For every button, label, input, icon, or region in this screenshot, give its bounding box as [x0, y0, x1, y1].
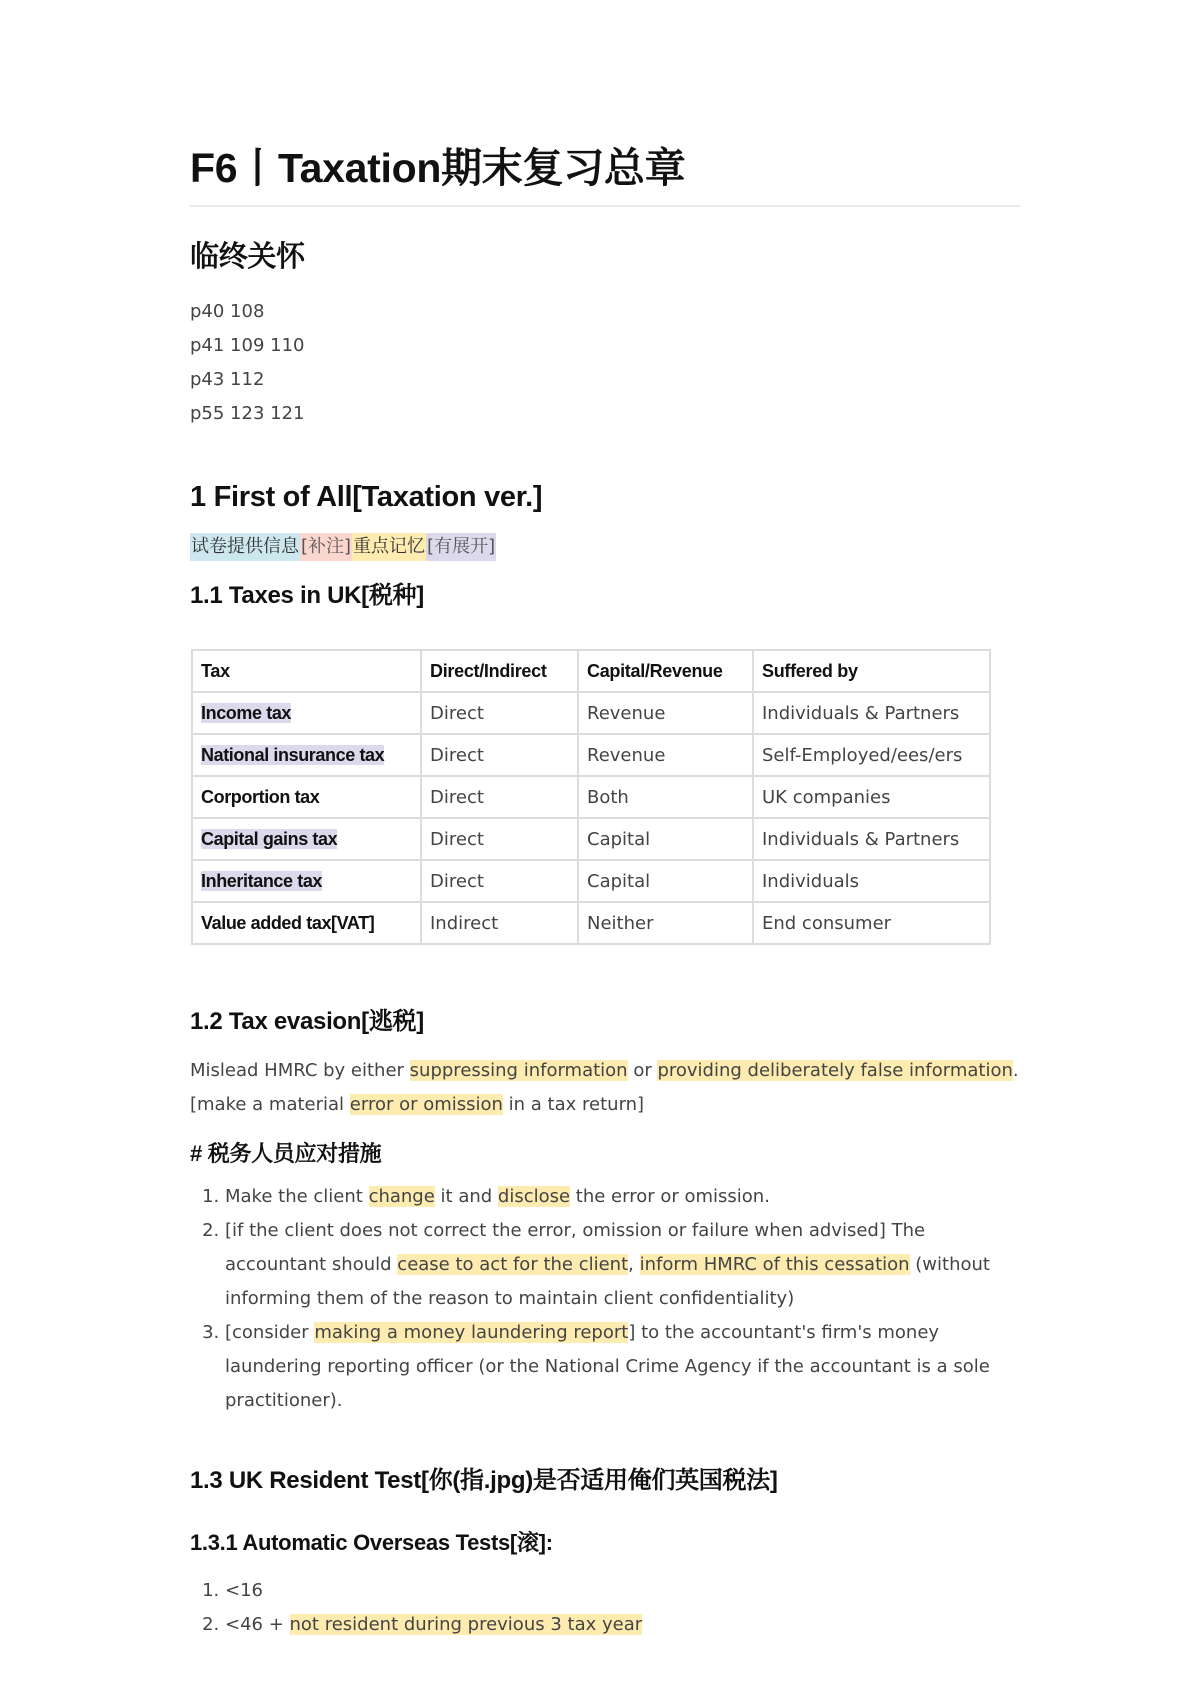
title-divider — [190, 205, 1020, 207]
column-header: Suffered by — [753, 650, 990, 692]
table-cell: Revenue — [578, 692, 753, 734]
list-item: 2. <46 + not resident during previous 3 tax year — [225, 1608, 1020, 1642]
tax-name: Income tax — [201, 702, 292, 723]
key-phrase: making a money laundering report — [314, 1322, 629, 1343]
page-reference: p41 109 110 — [190, 335, 305, 356]
key-phrase: change — [368, 1186, 435, 1207]
table-row — [192, 776, 990, 818]
color-legend — [190, 533, 496, 561]
table-cell: Direct — [421, 860, 578, 902]
table-cell: Neither — [578, 902, 753, 944]
legend-expand: [有展开] — [426, 533, 496, 561]
table-row — [192, 902, 990, 944]
list-item: 3. [consider making a money laundering report] to the accountant's firm's money laundering reporting officer (or the National Crime Agency if the accountant is a sole practitioner). — [225, 1316, 1020, 1418]
evasion-definition — [190, 1054, 1020, 1122]
key-phrase: cease to act for the client — [397, 1254, 629, 1275]
table-cell: Revenue — [578, 734, 753, 776]
table-header-row — [192, 650, 990, 692]
overseas-tests-list — [190, 1574, 1020, 1642]
heading-care: 临终关怀 — [190, 241, 305, 273]
table-row — [192, 860, 990, 902]
table-cell: Direct — [421, 734, 578, 776]
page-reference-list — [190, 295, 305, 431]
table-row — [192, 692, 990, 734]
text-run: or — [627, 1060, 658, 1081]
text-run: .[make a material — [190, 1060, 1019, 1115]
heading-resident-test: 1.3 UK Resident Test[你(指.jpg)是否适用俺们英国税法] — [190, 1467, 778, 1494]
table-cell: Indirect — [421, 902, 578, 944]
taxes-table — [191, 649, 991, 945]
table-cell: Direct — [421, 818, 578, 860]
table-row — [192, 818, 990, 860]
heading-measures: # 税务人员应对措施 — [190, 1141, 382, 1166]
key-phrase: not resident during previous 3 tax year — [289, 1614, 643, 1635]
tax-name: Corportion tax — [201, 786, 320, 807]
key-phrase: providing deliberately false information — [657, 1060, 1013, 1081]
column-header: Capital/Revenue — [578, 650, 753, 692]
text-run: in a tax return] — [502, 1094, 645, 1115]
measures-list — [190, 1180, 1020, 1418]
key-phrase: disclose — [497, 1186, 571, 1207]
legend-supplement: [补注] — [300, 533, 352, 561]
table-cell: End consumer — [753, 902, 990, 944]
table-cell: Capital — [578, 860, 753, 902]
text-run: Mislead HMRC by either — [190, 1060, 410, 1081]
heading-overseas-tests: 1.3.1 Automatic Overseas Tests[滚]: — [190, 1530, 553, 1555]
column-header: Direct/Indirect — [421, 650, 578, 692]
heading-taxes-in-uk: 1.1 Taxes in UK[税种] — [190, 582, 424, 609]
legend-exam-info: 试卷提供信息 — [190, 533, 300, 561]
page-reference: p40 108 — [190, 301, 265, 322]
page-reference: p43 112 — [190, 369, 265, 390]
column-header: Tax — [192, 650, 421, 692]
list-item: 1. <16 — [225, 1574, 1020, 1608]
table-cell: UK companies — [753, 776, 990, 818]
key-phrase: error or omission — [349, 1094, 503, 1115]
tax-name: National insurance tax — [201, 744, 385, 765]
table-cell: Individuals — [753, 860, 990, 902]
tax-name: Capital gains tax — [201, 828, 338, 849]
page-reference: p55 123 121 — [190, 403, 305, 424]
tax-name: Inheritance tax — [201, 870, 323, 891]
table-cell: Individuals & Partners — [753, 692, 990, 734]
heading-tax-evasion: 1.2 Tax evasion[逃税] — [190, 1008, 424, 1035]
table-cell: Individuals & Partners — [753, 818, 990, 860]
list-item: 2. [if the client does not correct the error, omission or failure when advised] The accountant should cease to act for the client, inform HMRC of this cessation (without informing them of the reason to maintain client confidentiality) — [225, 1214, 1020, 1316]
page-title: F6丨Taxation期末复习总章 — [190, 145, 686, 191]
list-item: 1. Make the client change it and disclose the error or omission. — [225, 1180, 1020, 1214]
key-phrase: suppressing information — [409, 1060, 628, 1081]
table-row — [192, 734, 990, 776]
heading-section-1: 1 First of All[Taxation ver.] — [190, 481, 543, 513]
table-cell: Direct — [421, 776, 578, 818]
table-cell: Direct — [421, 692, 578, 734]
table-cell: Capital — [578, 818, 753, 860]
table-cell: Both — [578, 776, 753, 818]
legend-key-memory: 重点记忆 — [352, 533, 426, 561]
key-phrase: inform HMRC of this cessation — [639, 1254, 910, 1275]
table-cell: Self-Employed/ees/ers — [753, 734, 990, 776]
tax-name: Value added tax[VAT] — [201, 912, 375, 933]
